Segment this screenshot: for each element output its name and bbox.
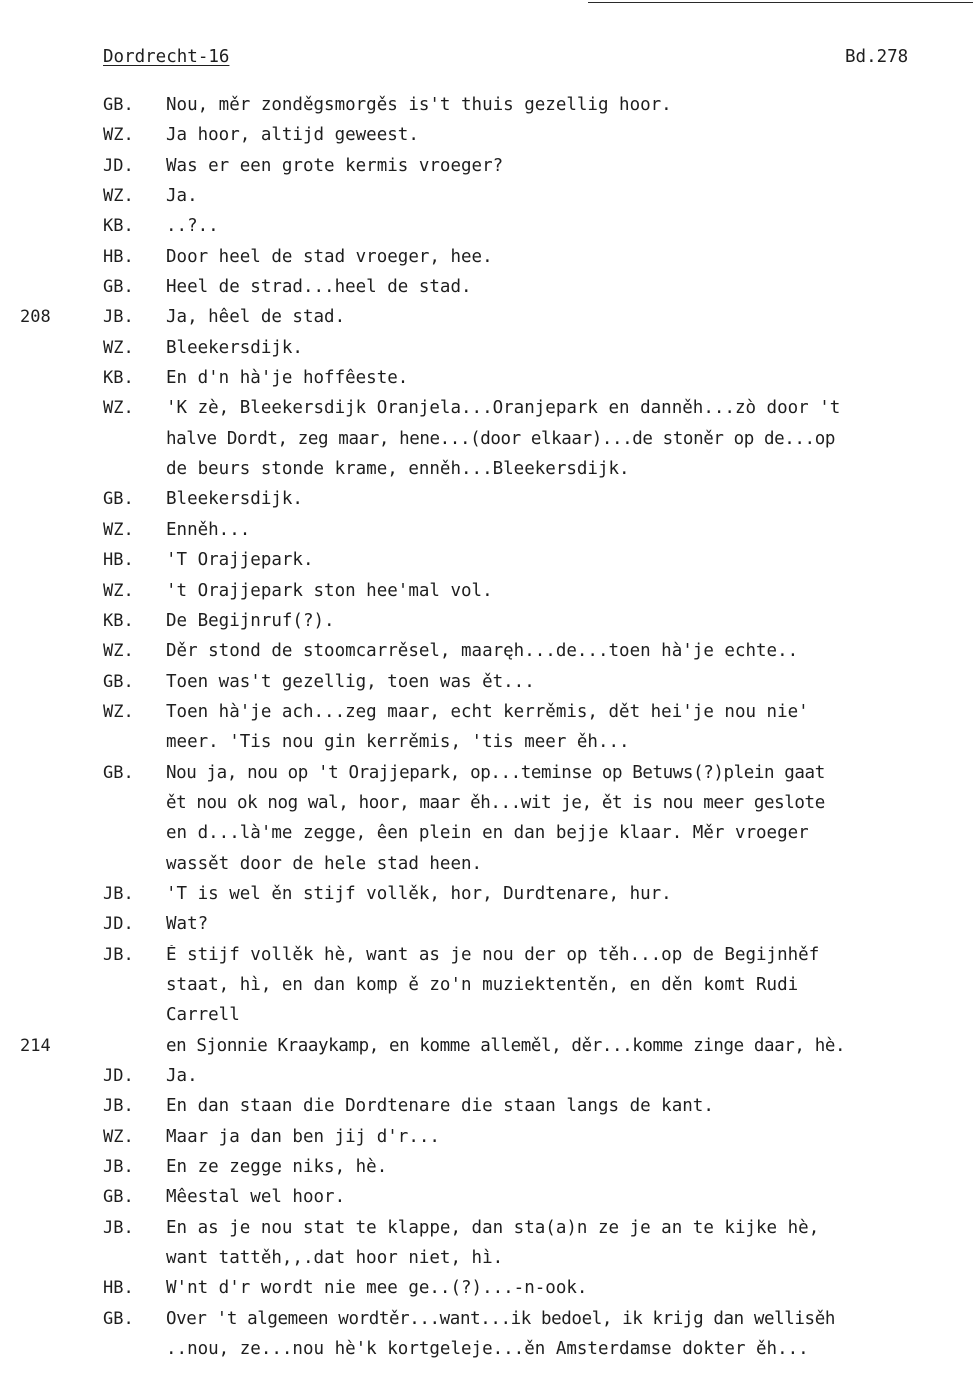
utterance-text: want tattěh,,.dat hoor niet, hì. (166, 1248, 504, 1269)
transcript-line (0, 580, 973, 610)
utterance-text: W'nt d'r wordt nie mee ge..(?)...-n-ook. (166, 1278, 588, 1299)
document-code: Dordrecht-16 (103, 47, 230, 67)
speaker-label: GB. (103, 277, 134, 298)
utterance-text: Děr stond de stoomcarrěsel, maaręh...de...toen hà'je echte.. (166, 641, 799, 662)
transcript-line (0, 610, 973, 640)
utterance-text: 'T Orajjepark. (166, 550, 314, 571)
speaker-label: WZ. (103, 701, 134, 722)
speaker-label: WZ. (103, 580, 134, 601)
utterance-text: Over 't algemeen wordtěr...want...ik bedoel, ik krijg dan wellisěh (166, 1308, 835, 1329)
speaker-label: JB. (103, 1157, 134, 1178)
page-reference: Bd.278 (845, 47, 909, 67)
transcript-line (0, 458, 973, 488)
transcript-line (0, 519, 973, 549)
speaker-label: KB. (103, 368, 134, 389)
transcript-line (0, 1095, 973, 1125)
utterance-text: En d'n hà'je hoffêeste. (166, 368, 409, 389)
transcript-line (0, 853, 973, 883)
transcript-line (0, 397, 973, 427)
speaker-label: JB. (103, 307, 134, 328)
utterance-text: meer. 'Tis nou gin kerrěmis, 'tis meer ěh... (166, 732, 630, 753)
utterance-text: Ja, hêel de stad. (166, 307, 346, 328)
transcript-line (0, 1035, 973, 1065)
transcript-line (0, 1338, 973, 1368)
speaker-label: GB. (103, 95, 134, 115)
transcript-line (0, 1308, 973, 1338)
speaker-label: GB. (103, 1187, 134, 1208)
transcript-line (0, 792, 973, 822)
speaker-label: KB. (103, 216, 134, 237)
speaker-label: JD. (103, 1066, 134, 1086)
utterance-text: Ja hoor, altijd geweest. (166, 125, 419, 146)
utterance-text: Maar ja dan ben jij d'r... (166, 1126, 440, 1147)
transcript-line (0, 701, 973, 731)
speaker-label: HB. (103, 246, 134, 267)
utterance-text: halve Dordt, zeg maar, hene...(door elkaar)...de stoněr op de...op (166, 428, 835, 449)
transcript-line (0, 215, 973, 245)
utterance-text: en d...là'me zegge, êen plein en dan bejje klaar. Měr vroeger (166, 823, 809, 844)
utterance-text: Mêestal wel hoor. (166, 1187, 346, 1208)
utterance-text: Toen was't gezellig, toen was ět... (166, 671, 535, 692)
transcript-line (0, 1156, 973, 1186)
transcript-line (0, 883, 973, 913)
transcript-line (0, 1217, 973, 1247)
speaker-label: WZ. (103, 1126, 134, 1147)
transcript-line (0, 822, 973, 852)
speaker-label: WZ. (103, 641, 134, 662)
speaker-label: GB. (103, 671, 134, 692)
utterance-text: Ě stijf vollěk hè, want as je nou der op těh...op de Begijnhěf (166, 944, 820, 965)
utterance-text: En as je nou stat te klappe, dan sta(a)n ze je an te kijke hè, (166, 1217, 820, 1238)
speaker-label: JB. (103, 944, 134, 965)
speaker-label: WZ. (103, 519, 134, 540)
utterance-text: 'K zè, Bleekersdijk Oranjela...Oranjepark en danněh...zò door 't (166, 398, 841, 419)
speaker-label: WZ. (103, 337, 134, 358)
utterance-text: Heel de strad...heel de stad. (166, 277, 472, 298)
utterance-text: De Begijnruf(?). (166, 610, 335, 631)
transcript-line (0, 337, 973, 367)
utterance-text: ět nou ok nog wal, hoor, maar ěh...wit je, ět is nou meer geslote (166, 792, 825, 813)
speaker-label: WZ. (103, 186, 134, 207)
transcript-line (0, 367, 973, 397)
transcript-line (0, 185, 973, 215)
utterance-text: 'T is wel ěn stijf vollěk, hor, Durdtenare, hur. (166, 883, 672, 904)
line-number: 214 (20, 1035, 51, 1056)
utterance-text: Carrell (166, 1005, 240, 1026)
transcript-line (0, 913, 973, 943)
utterance-text: Toen hà'je ach...zeg maar, echt kerrěmis, dět hei'je nou nie' (166, 701, 809, 722)
speaker-label: HB. (103, 550, 134, 571)
utterance-text: Wat? (166, 914, 209, 935)
utterance-text: wassět door de hele stad heen. (166, 853, 483, 874)
utterance-text: Door heel de stad vroeger, hee. (166, 246, 493, 267)
transcript-line (0, 944, 973, 974)
transcript-line (0, 306, 973, 336)
transcript-line (0, 1277, 973, 1307)
speaker-label: JB. (103, 1217, 134, 1238)
transcript-line (0, 246, 973, 276)
utterance-text: En dan staan die Dordtenare die staan langs de kant. (166, 1096, 714, 1117)
transcript-line (0, 276, 973, 306)
utterance-text: ..?.. (166, 216, 219, 237)
line-number: 208 (20, 307, 51, 328)
utterance-text: Was er een grote kermis vroeger? (166, 155, 504, 176)
transcript-body (0, 94, 973, 1368)
speaker-label: HB. (103, 1278, 134, 1299)
transcript-line (0, 1004, 973, 1034)
utterance-text: en Sjonnie Kraaykamp, en komme alleměl, děr...komme zinge daar, hè. (166, 1035, 846, 1056)
utterance-text: de beurs stonde krame, enněh...Bleekersdijk. (166, 459, 630, 480)
transcript-line (0, 640, 973, 670)
utterance-text: Ja. (166, 186, 198, 207)
utterance-text: Nou ja, nou op 't Orajjepark, op...teminse op Betuws(?)plein gaat (166, 762, 825, 783)
top-rule (588, 2, 973, 3)
transcript-line (0, 1126, 973, 1156)
speaker-label: GB. (103, 489, 134, 510)
utterance-text: Bleekersdijk. (166, 489, 303, 510)
speaker-label: JD. (103, 155, 134, 176)
speaker-label: JB. (103, 1096, 134, 1117)
transcript-line (0, 671, 973, 701)
transcript-line (0, 731, 973, 761)
transcript-line (0, 428, 973, 458)
utterance-text: 't Orajjepark ston hee'mal vol. (166, 580, 493, 601)
transcript-line (0, 974, 973, 1004)
speaker-label: GB. (103, 1308, 134, 1329)
transcript-line (0, 124, 973, 154)
transcript-line (0, 762, 973, 792)
speaker-label: JB. (103, 883, 134, 904)
transcript-line (0, 1186, 973, 1216)
utterance-text: ..nou, ze...nou hè'k kortgeleje...ěn Amsterdamse dokter ěh... (166, 1339, 809, 1360)
speaker-label: WZ. (103, 398, 134, 419)
utterance-text: Bleekersdijk. (166, 337, 303, 358)
transcript-line (0, 1247, 973, 1277)
speaker-label: JD. (103, 914, 134, 935)
speaker-label: WZ. (103, 125, 134, 146)
speaker-label: KB. (103, 610, 134, 631)
transcript-line (0, 155, 973, 185)
utterance-text: staat, hì, en dan komp ě zo'n muziektentěn, en děn komt Rudi (166, 974, 799, 995)
transcript-line (0, 94, 973, 124)
transcript-line (0, 549, 973, 579)
transcript-line (0, 1065, 973, 1095)
utterance-text: Ja. (166, 1066, 198, 1086)
speaker-label: GB. (103, 762, 134, 783)
utterance-text: En ze zegge niks, hè. (166, 1157, 388, 1178)
transcript-line (0, 488, 973, 518)
utterance-text: Enněh... (166, 519, 251, 540)
utterance-text: Nou, měr zonděgsmorgěs is't thuis gezellig hoor. (166, 95, 672, 115)
